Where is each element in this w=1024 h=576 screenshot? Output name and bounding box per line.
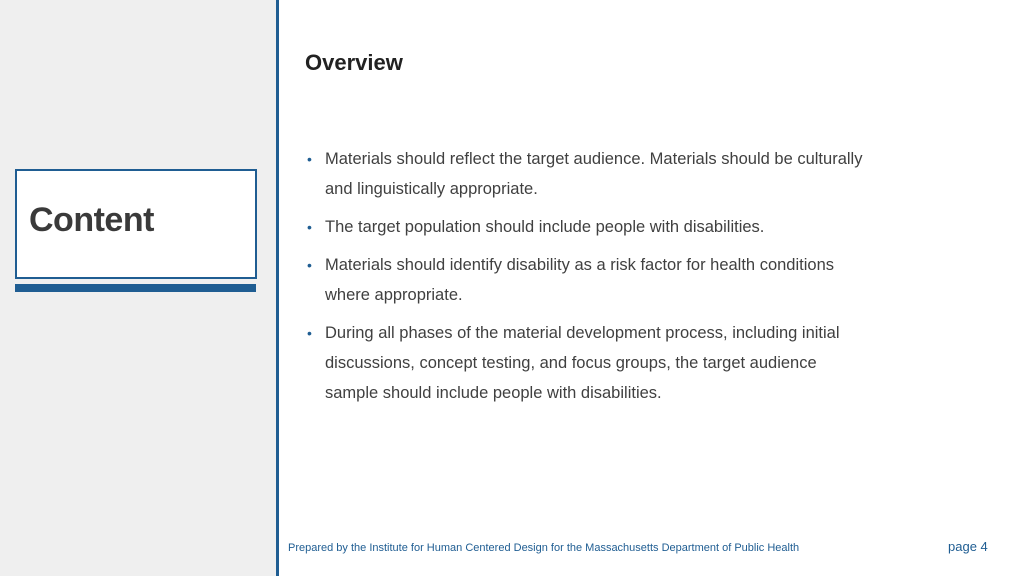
- slide-title: Overview: [305, 50, 403, 75]
- bullet-item: [303, 144, 863, 204]
- bullet-item: [303, 250, 863, 310]
- bullet-text: Materials should identify disability as a risk factor for health conditions where appropriate.: [325, 256, 834, 304]
- bullet-text: The target population should include people with disabilities.: [325, 218, 765, 236]
- bullet-marker-icon: •: [307, 257, 312, 273]
- bullet-text: Materials should reflect the target audience. Materials should be culturally and linguistically appropriate.: [325, 150, 863, 198]
- footer-credit: Prepared by the Institute for Human Centered Design for the Massachusetts Department of Public Health: [288, 542, 800, 554]
- section-accent-bar: [15, 284, 256, 292]
- section-label-box: [15, 169, 257, 279]
- section-label: Content: [29, 201, 154, 239]
- bullet-marker-icon: •: [307, 151, 312, 167]
- bullet-item: [303, 212, 863, 242]
- bullet-list: [303, 144, 863, 416]
- bullet-item: [303, 318, 863, 408]
- page-number: page 4: [948, 539, 988, 554]
- bullet-text: During all phases of the material development process, including initial discussions, concept testing, and focus groups, the target audience sample should include people with disabilities.: [325, 324, 840, 402]
- bullet-marker-icon: •: [307, 219, 312, 235]
- vertical-divider: [276, 0, 279, 576]
- bullet-marker-icon: •: [307, 325, 312, 341]
